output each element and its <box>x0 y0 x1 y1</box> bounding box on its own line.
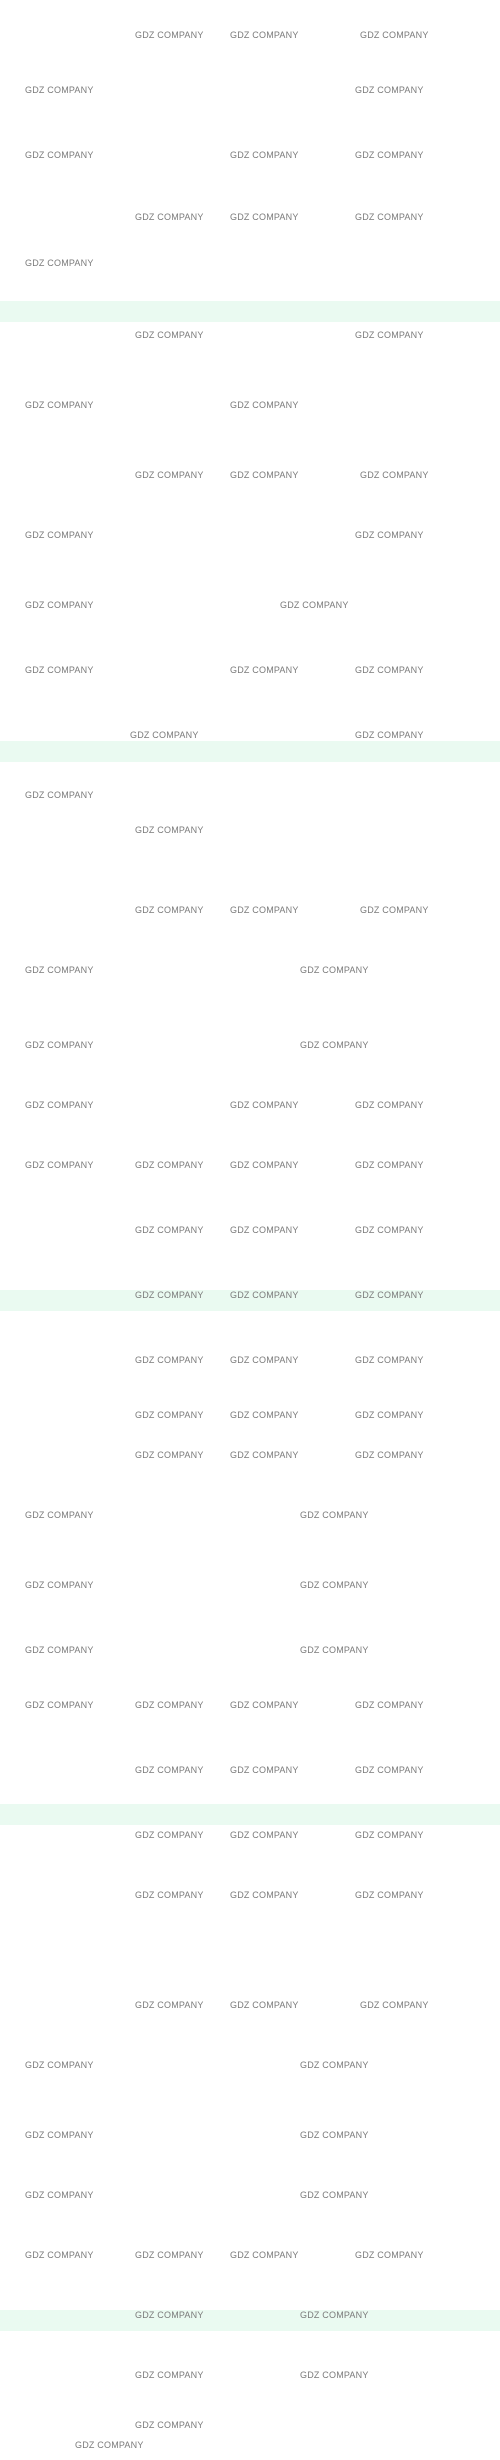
solution-step <box>0 2198 500 2213</box>
theory-line <box>0 932 500 947</box>
theory-line <box>0 2044 500 2059</box>
watermark: GDZ COMPANY <box>25 2250 94 2260</box>
watermark: GDZ COMPANY <box>25 790 94 800</box>
watermark: GDZ COMPANY <box>25 1510 94 1520</box>
theory-line <box>0 950 500 965</box>
watermark: GDZ COMPANY <box>25 1580 94 1590</box>
theory-line <box>0 1612 500 1627</box>
solution-step <box>0 238 500 253</box>
theory-line <box>0 42 500 57</box>
watermark: GDZ COMPANY <box>300 1580 369 1590</box>
theory-line <box>0 482 500 497</box>
theory-line <box>0 500 500 515</box>
watermark: GDZ COMPANY <box>135 1410 204 1420</box>
watermark: GDZ COMPANY <box>300 2060 369 2070</box>
watermark: GDZ COMPANY <box>300 2370 369 2380</box>
theory-line <box>0 1420 500 1435</box>
watermark: GDZ COMPANY <box>25 1700 94 1710</box>
theory-line <box>0 1480 500 1495</box>
watermark: GDZ COMPANY <box>135 2250 204 2260</box>
watermark: GDZ COMPANY <box>355 1160 424 1170</box>
watermark: GDZ COMPANY <box>135 1890 204 1900</box>
theory-line <box>0 108 500 123</box>
theory-line <box>0 440 500 455</box>
theory-line <box>0 1528 500 1543</box>
watermark: GDZ COMPANY <box>355 1700 424 1710</box>
watermark: GDZ COMPANY <box>135 825 204 835</box>
theory-line <box>0 192 500 207</box>
theory-line <box>0 568 500 583</box>
theory-line <box>0 2068 500 2083</box>
watermark: GDZ COMPANY <box>355 212 424 222</box>
watermark: GDZ COMPANY <box>230 1410 299 1420</box>
theory-line <box>0 1960 500 1975</box>
watermark: GDZ COMPANY <box>355 1450 424 1460</box>
watermark: GDZ COMPANY <box>230 212 299 222</box>
watermark: GDZ COMPANY <box>230 1100 299 1110</box>
solution-step <box>0 1265 500 1280</box>
theory-line <box>0 974 500 989</box>
theory-line <box>0 1018 500 1033</box>
solution-step <box>0 722 500 737</box>
watermark: GDZ COMPANY <box>300 965 369 975</box>
solution-step <box>0 1172 500 1187</box>
watermark: GDZ COMPANY <box>230 1700 299 1710</box>
watermark: GDZ COMPANY <box>360 470 429 480</box>
watermark: GDZ COMPANY <box>230 1450 299 1460</box>
watermark: GDZ COMPANY <box>230 1160 299 1170</box>
watermark: GDZ COMPANY <box>355 530 424 540</box>
watermark: GDZ COMPANY <box>25 150 94 160</box>
watermark: GDZ COMPANY <box>135 2310 204 2320</box>
theory-line <box>0 2108 500 2123</box>
theory-line <box>0 1082 500 1097</box>
watermark: GDZ COMPANY <box>230 1890 299 1900</box>
watermark: GDZ COMPANY <box>135 1225 204 1235</box>
watermark: GDZ COMPANY <box>355 1410 424 1420</box>
watermark: GDZ COMPANY <box>355 330 424 340</box>
watermark: GDZ COMPANY <box>135 470 204 480</box>
watermark: GDZ COMPANY <box>280 600 349 610</box>
watermark: GDZ COMPANY <box>355 1890 424 1900</box>
watermark: GDZ COMPANY <box>355 730 424 740</box>
theory-line <box>0 632 500 647</box>
watermark: GDZ COMPANY <box>300 1510 369 1520</box>
solution-step <box>0 678 500 693</box>
watermark: GDZ COMPANY <box>360 30 429 40</box>
watermark: GDZ COMPANY <box>135 1830 204 1840</box>
theory-line <box>0 2152 500 2167</box>
watermark: GDZ COMPANY <box>135 1765 204 1775</box>
watermark: GDZ COMPANY <box>25 1645 94 1655</box>
watermark: GDZ COMPANY <box>230 400 299 410</box>
watermark: GDZ COMPANY <box>355 1225 424 1235</box>
theory-line <box>0 2174 500 2189</box>
watermark: GDZ COMPANY <box>25 2130 94 2140</box>
theory-line <box>0 1588 500 1603</box>
watermark: GDZ COMPANY <box>355 1765 424 1775</box>
watermark: GDZ COMPANY <box>25 2060 94 2070</box>
watermark: GDZ COMPANY <box>25 1100 94 1110</box>
watermark: GDZ COMPANY <box>135 2370 204 2380</box>
watermark: GDZ COMPANY <box>25 530 94 540</box>
watermark: GDZ COMPANY <box>355 1290 424 1300</box>
watermark: GDZ COMPANY <box>135 1290 204 1300</box>
solution-result <box>0 1807 500 1822</box>
watermark: GDZ COMPANY <box>300 1040 369 1050</box>
theory-line <box>0 2020 500 2035</box>
watermark: GDZ COMPANY <box>355 1100 424 1110</box>
solution-result <box>0 2313 500 2328</box>
watermark: GDZ COMPANY <box>25 665 94 675</box>
theory-line <box>0 998 500 1013</box>
watermark: GDZ COMPANY <box>355 150 424 160</box>
watermark: GDZ COMPANY <box>230 665 299 675</box>
solution-step <box>0 1708 500 1723</box>
watermark: GDZ COMPANY <box>25 1160 94 1170</box>
theory-line <box>0 0 500 15</box>
watermark: GDZ COMPANY <box>25 85 94 95</box>
solution-step <box>0 1128 500 1143</box>
solution-step <box>0 1658 500 1673</box>
watermark: GDZ COMPANY <box>355 85 424 95</box>
watermark: GDZ COMPANY <box>25 400 94 410</box>
solution-result <box>0 304 500 319</box>
watermark: GDZ COMPANY <box>360 2000 429 2010</box>
theory-line <box>0 128 500 143</box>
theory-line <box>0 2088 500 2103</box>
watermark: GDZ COMPANY <box>300 2310 369 2320</box>
solution-step <box>0 2264 500 2279</box>
watermark: GDZ COMPANY <box>230 905 299 915</box>
watermark: GDZ COMPANY <box>300 1645 369 1655</box>
watermark: GDZ COMPANY <box>230 1225 299 1235</box>
watermark: GDZ COMPANY <box>25 258 94 268</box>
theory-line <box>0 1058 500 1073</box>
theory-line <box>0 548 500 563</box>
watermark: GDZ COMPANY <box>135 1450 204 1460</box>
theory-line <box>0 914 500 929</box>
solution-step <box>0 1686 500 1701</box>
watermark: GDZ COMPANY <box>230 470 299 480</box>
solution-step <box>0 282 500 297</box>
watermark: GDZ COMPANY <box>300 2130 369 2140</box>
watermark: GDZ COMPANY <box>135 212 204 222</box>
watermark: GDZ COMPANY <box>135 2000 204 2010</box>
watermark: GDZ COMPANY <box>230 2250 299 2260</box>
watermark: GDZ COMPANY <box>360 905 429 915</box>
watermark: GDZ COMPANY <box>25 965 94 975</box>
watermark: GDZ COMPANY <box>135 2420 204 2430</box>
watermark: GDZ COMPANY <box>135 1160 204 1170</box>
watermark: GDZ COMPANY <box>230 1765 299 1775</box>
watermark: GDZ COMPANY <box>135 30 204 40</box>
watermark: GDZ COMPANY <box>25 2190 94 2200</box>
watermark: GDZ COMPANY <box>135 1700 204 1710</box>
watermark: GDZ COMPANY <box>25 1040 94 1050</box>
watermark: GDZ COMPANY <box>355 1830 424 1840</box>
watermark: GDZ COMPANY <box>355 1355 424 1365</box>
theory-line <box>0 1462 500 1477</box>
watermark: GDZ COMPANY <box>130 730 199 740</box>
watermark: GDZ COMPANY <box>135 1355 204 1365</box>
theory-line <box>0 608 500 623</box>
watermark: GDZ COMPANY <box>230 2000 299 2010</box>
solution-step <box>0 1237 500 1252</box>
watermark: GDZ COMPANY <box>135 330 204 340</box>
watermark: GDZ COMPANY <box>355 2250 424 2260</box>
watermark: GDZ COMPANY <box>300 2190 369 2200</box>
watermark: GDZ COMPANY <box>25 600 94 610</box>
solution-result <box>0 744 500 759</box>
watermark: GDZ COMPANY <box>230 1355 299 1365</box>
solution-step <box>0 1779 500 1794</box>
theory-line <box>0 1984 500 1999</box>
watermark: GDZ COMPANY <box>230 1290 299 1300</box>
solution-step <box>0 700 500 715</box>
solution-step <box>0 2220 500 2235</box>
watermark: GDZ COMPANY <box>75 2440 144 2450</box>
theory-line <box>0 890 500 905</box>
watermark: GDZ COMPANY <box>230 1830 299 1840</box>
solution-step <box>0 2285 500 2300</box>
watermark: GDZ COMPANY <box>230 150 299 160</box>
watermark: GDZ COMPANY <box>135 905 204 915</box>
watermark: GDZ COMPANY <box>355 665 424 675</box>
theory-line <box>0 168 500 183</box>
theory-line <box>0 60 500 75</box>
solution-step <box>0 1730 500 1745</box>
watermark: GDZ COMPANY <box>230 30 299 40</box>
theory-line <box>0 1548 500 1563</box>
solution-step <box>0 1194 500 1209</box>
solution-step <box>0 1751 500 1766</box>
